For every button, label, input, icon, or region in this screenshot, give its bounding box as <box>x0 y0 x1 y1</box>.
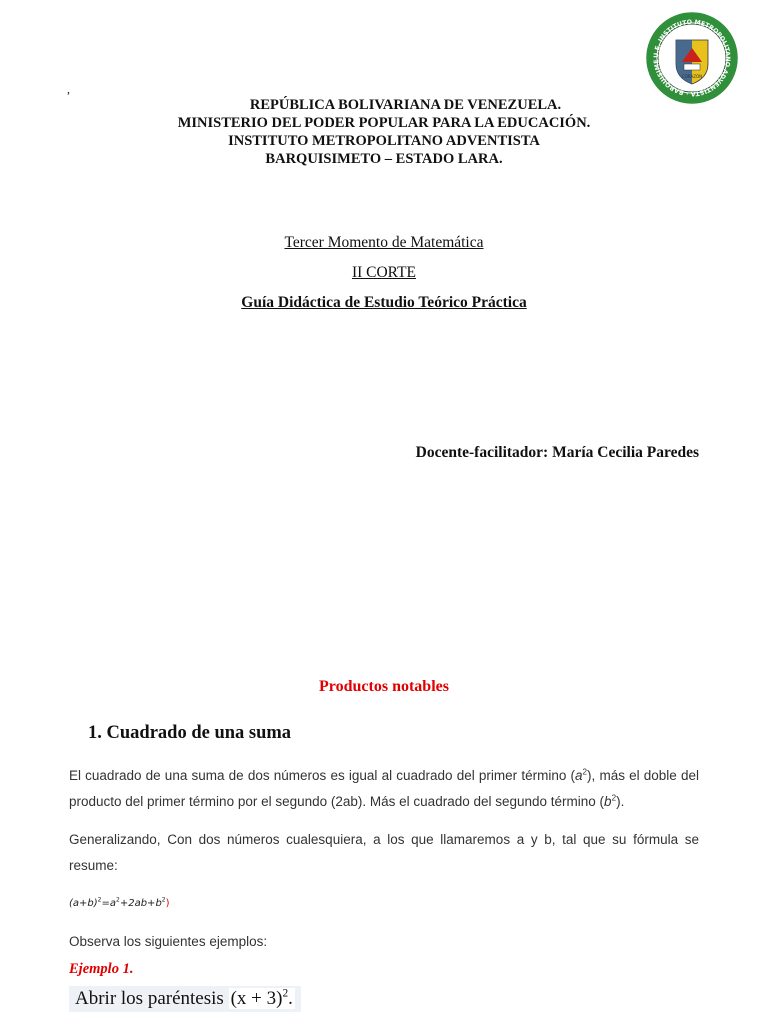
title-guia: Guía Didáctica de Estudio Teórico Práctica <box>241 294 527 311</box>
definition-text-2: ), más el doble del producto del primer término por el segundo (2ab). Más el cuadrado del segundo término ( <box>69 768 699 809</box>
stray-mark: , <box>67 82 70 96</box>
formula <box>69 898 170 909</box>
definition-text-1: El cuadrado de una suma de dos números es igual al cuadrado del primer término ( <box>69 768 575 783</box>
subsection-title: 1. Cuadrado de una suma <box>88 723 292 743</box>
generalization-paragraph: Generalizando, Con dos números cualesquiera, a los que llamaremos a y b, tal que su fórmula se resume: <box>69 832 699 873</box>
example-expression <box>229 988 295 1009</box>
header-line-ministry: MINISTERIO DEL PODER POPULAR PARA LA EDUCACIÓN. <box>177 115 591 131</box>
example-label: Ejemplo 1. <box>69 961 134 977</box>
example-end: . <box>288 988 293 1009</box>
header-line-republic: REPÚBLICA BOLIVARIANA DE VENEZUELA. <box>249 97 562 113</box>
formula-exp-2: 2 <box>116 896 120 904</box>
formula-eq: =a <box>101 898 117 909</box>
exp-a: 2 <box>582 767 588 777</box>
formula-exp-1: 2 <box>97 896 102 904</box>
formula-close: ) <box>165 898 170 909</box>
header-line-city: BARQUISIMETO – ESTADO LARA. <box>265 151 503 167</box>
var-b: b <box>604 794 612 809</box>
section-title: Productos notables <box>319 678 449 695</box>
institution-header <box>0 96 768 168</box>
example-exponent: 2 <box>282 987 289 1000</box>
example-statement <box>69 986 301 1012</box>
definition-paragraph <box>69 763 699 815</box>
seal-center-text: CORAZÓN <box>681 74 703 79</box>
exp-b: 2 <box>611 793 617 803</box>
header-line-institute: INSTITUTO METROPOLITANO ADVENTISTA <box>228 133 540 149</box>
examples-intro: Observa los siguientes ejemplos: <box>69 934 268 949</box>
school-seal-logo <box>646 12 738 104</box>
example-expr: (x + 3) <box>230 988 283 1009</box>
example-text: Abrir los paréntesis <box>75 988 229 1009</box>
var-a: a <box>575 768 583 783</box>
seal-ring-text: U.E. INSTITUTO METROPOLITANO ADVENTISTA · BARQUISIME <box>652 18 732 98</box>
formula-mid: +2ab+b <box>119 898 162 909</box>
title-momento: Tercer Momento de Matemática <box>284 234 484 251</box>
teacher-name: Docente-facilitador: María Cecilia Paredes <box>415 444 699 461</box>
formula-lhs: (a+b) <box>69 898 98 909</box>
definition-text-3: ). <box>616 794 625 809</box>
title-corte: II CORTE <box>351 264 417 281</box>
formula-exp-3: 2 <box>161 896 166 904</box>
